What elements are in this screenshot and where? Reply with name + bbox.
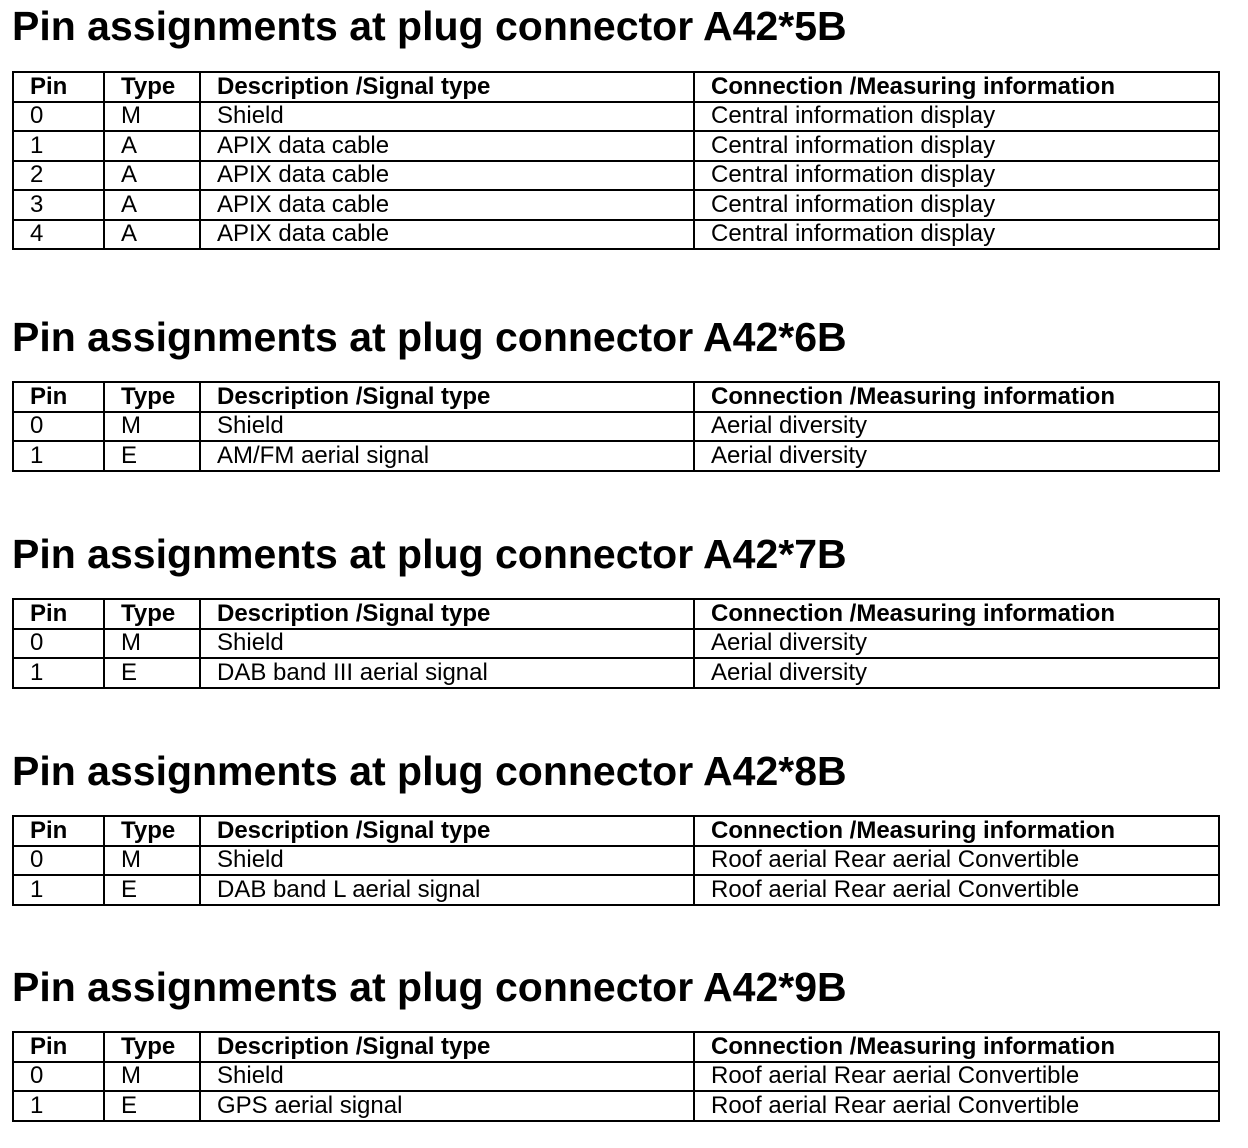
cell-connection: Central information display bbox=[694, 161, 1219, 191]
table-header-row bbox=[13, 599, 1219, 629]
cell-pin: 4 bbox=[13, 220, 104, 250]
cell-pin: 0 bbox=[13, 1062, 104, 1092]
cell-connection: Central information display bbox=[694, 102, 1219, 132]
header-pin: Pin bbox=[13, 1032, 104, 1062]
table-row bbox=[13, 220, 1219, 250]
header-pin: Pin bbox=[13, 72, 104, 102]
cell-type: M bbox=[104, 412, 200, 442]
cell-description: Shield bbox=[200, 846, 694, 876]
header-description: Description /Signal type bbox=[200, 816, 694, 846]
header-description: Description /Signal type bbox=[200, 382, 694, 412]
table-row bbox=[13, 875, 1219, 905]
cell-type: E bbox=[104, 875, 200, 905]
connector-section-a42-5b bbox=[12, 2, 1218, 248]
cell-description: Shield bbox=[200, 412, 694, 442]
cell-pin: 1 bbox=[13, 441, 104, 471]
cell-description: DAB band III aerial signal bbox=[200, 658, 694, 688]
cell-type: M bbox=[104, 102, 200, 132]
cell-pin: 1 bbox=[13, 658, 104, 688]
cell-description: APIX data cable bbox=[200, 190, 694, 220]
cell-type: A bbox=[104, 161, 200, 191]
cell-connection: Roof aerial Rear aerial Convertible bbox=[694, 1062, 1219, 1092]
cell-connection: Central information display bbox=[694, 190, 1219, 220]
pin-table bbox=[12, 71, 1220, 250]
table-row bbox=[13, 1062, 1219, 1092]
cell-pin: 2 bbox=[13, 161, 104, 191]
cell-description: APIX data cable bbox=[200, 131, 694, 161]
header-connection: Connection /Measuring information bbox=[694, 1032, 1219, 1062]
cell-description: Shield bbox=[200, 1062, 694, 1092]
cell-connection: Roof aerial Rear aerial Convertible bbox=[694, 875, 1219, 905]
section-title: Pin assignments at plug connector A42*8B bbox=[12, 748, 847, 794]
header-description: Description /Signal type bbox=[200, 599, 694, 629]
cell-pin: 0 bbox=[13, 629, 104, 659]
cell-connection: Aerial diversity bbox=[694, 658, 1219, 688]
table-row bbox=[13, 161, 1219, 191]
header-type: Type bbox=[104, 72, 200, 102]
table-row bbox=[13, 102, 1219, 132]
cell-type: M bbox=[104, 846, 200, 876]
header-description: Description /Signal type bbox=[200, 72, 694, 102]
table-row bbox=[13, 412, 1219, 442]
cell-description: APIX data cable bbox=[200, 161, 694, 191]
cell-connection: Roof aerial Rear aerial Convertible bbox=[694, 846, 1219, 876]
header-type: Type bbox=[104, 599, 200, 629]
cell-connection: Roof aerial Rear aerial Convertible bbox=[694, 1091, 1219, 1121]
header-pin: Pin bbox=[13, 382, 104, 412]
cell-connection: Aerial diversity bbox=[694, 629, 1219, 659]
cell-connection: Central information display bbox=[694, 131, 1219, 161]
header-type: Type bbox=[104, 382, 200, 412]
pin-table bbox=[12, 598, 1220, 689]
header-type: Type bbox=[104, 1032, 200, 1062]
cell-description: Shield bbox=[200, 629, 694, 659]
header-type: Type bbox=[104, 816, 200, 846]
cell-description: Shield bbox=[200, 102, 694, 132]
table-row bbox=[13, 846, 1219, 876]
header-pin: Pin bbox=[13, 599, 104, 629]
section-title: Pin assignments at plug connector A42*6B bbox=[12, 314, 847, 360]
cell-description: GPS aerial signal bbox=[200, 1091, 694, 1121]
header-connection: Connection /Measuring information bbox=[694, 72, 1219, 102]
table-header-row bbox=[13, 382, 1219, 412]
cell-connection: Central information display bbox=[694, 220, 1219, 250]
cell-pin: 1 bbox=[13, 131, 104, 161]
table-row bbox=[13, 629, 1219, 659]
pin-table bbox=[12, 1031, 1220, 1122]
header-connection: Connection /Measuring information bbox=[694, 599, 1219, 629]
cell-description: AM/FM aerial signal bbox=[200, 441, 694, 471]
header-description: Description /Signal type bbox=[200, 1032, 694, 1062]
cell-pin: 3 bbox=[13, 190, 104, 220]
cell-description: APIX data cable bbox=[200, 220, 694, 250]
cell-type: A bbox=[104, 131, 200, 161]
header-pin: Pin bbox=[13, 816, 104, 846]
section-title: Pin assignments at plug connector A42*9B bbox=[12, 964, 847, 1010]
cell-description: DAB band L aerial signal bbox=[200, 875, 694, 905]
section-title: Pin assignments at plug connector A42*7B bbox=[12, 531, 847, 577]
cell-type: A bbox=[104, 220, 200, 250]
connector-section-a42-9b bbox=[12, 963, 1218, 1119]
pin-table bbox=[12, 815, 1220, 906]
cell-pin: 1 bbox=[13, 875, 104, 905]
cell-pin: 1 bbox=[13, 1091, 104, 1121]
table-row bbox=[13, 441, 1219, 471]
table-row bbox=[13, 190, 1219, 220]
cell-type: E bbox=[104, 1091, 200, 1121]
cell-connection: Aerial diversity bbox=[694, 412, 1219, 442]
cell-connection: Aerial diversity bbox=[694, 441, 1219, 471]
cell-type: E bbox=[104, 658, 200, 688]
table-row bbox=[13, 658, 1219, 688]
table-row bbox=[13, 131, 1219, 161]
connector-section-a42-8b bbox=[12, 747, 1218, 903]
pin-table bbox=[12, 381, 1220, 472]
connector-section-a42-6b bbox=[12, 313, 1218, 469]
cell-type: M bbox=[104, 629, 200, 659]
table-header-row bbox=[13, 72, 1219, 102]
header-connection: Connection /Measuring information bbox=[694, 382, 1219, 412]
cell-type: A bbox=[104, 190, 200, 220]
header-connection: Connection /Measuring information bbox=[694, 816, 1219, 846]
connector-section-a42-7b bbox=[12, 530, 1218, 686]
table-row bbox=[13, 1091, 1219, 1121]
cell-pin: 0 bbox=[13, 412, 104, 442]
cell-pin: 0 bbox=[13, 846, 104, 876]
cell-type: E bbox=[104, 441, 200, 471]
section-title: Pin assignments at plug connector A42*5B bbox=[12, 3, 847, 49]
cell-pin: 0 bbox=[13, 102, 104, 132]
table-header-row bbox=[13, 1032, 1219, 1062]
table-header-row bbox=[13, 816, 1219, 846]
cell-type: M bbox=[104, 1062, 200, 1092]
